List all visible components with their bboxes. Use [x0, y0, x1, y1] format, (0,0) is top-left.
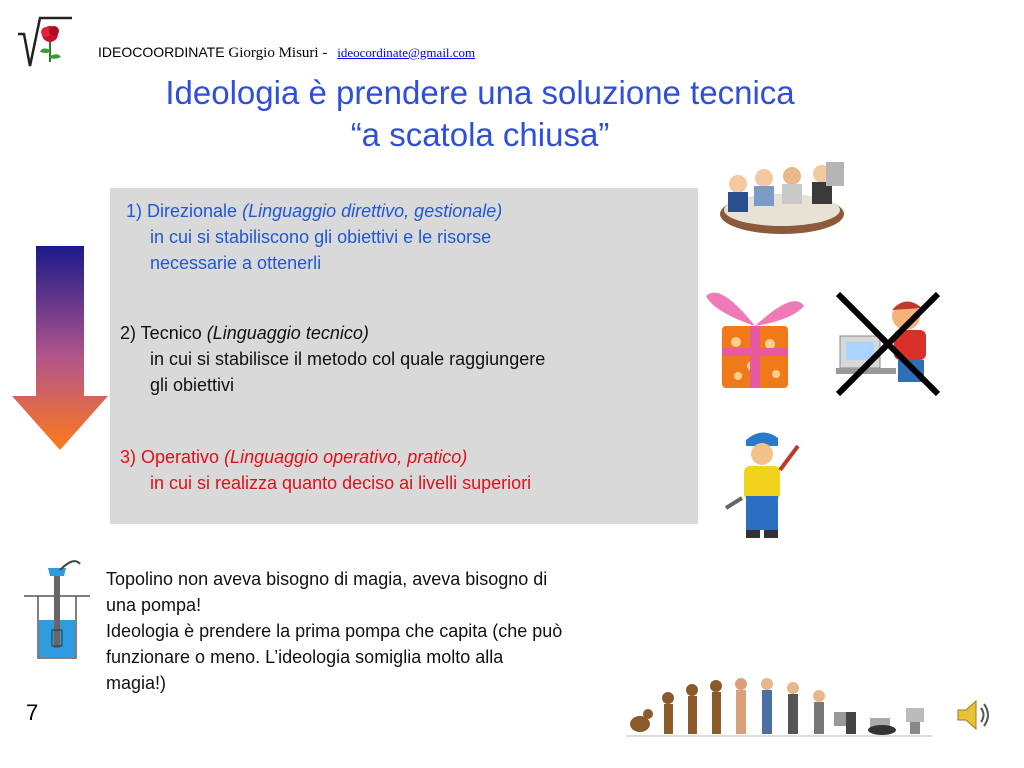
gift-clipart-icon — [700, 282, 812, 400]
note-line-2: una pompa! — [106, 595, 202, 615]
level-2-note: (Linguaggio tecnico) — [206, 323, 369, 343]
header-org: IDEOCOORDINATE — [98, 44, 225, 60]
slide-title — [100, 72, 860, 156]
level-1-label: 1) Direzionale — [126, 201, 238, 221]
level-3 — [120, 444, 531, 496]
levels-box — [110, 188, 698, 524]
handyman-clipart-icon — [716, 426, 808, 542]
pump-icon — [24, 550, 90, 662]
email-link[interactable]: ideocordinate@gmail.com — [337, 45, 476, 60]
speaker-icon[interactable] — [956, 698, 992, 732]
level-1-note: (Linguaggio direttivo, gestionale) — [242, 201, 503, 221]
level-3-note: (Linguaggio operativo, pratico) — [224, 447, 468, 467]
level-3-desc-1: in cui si realizza quanto deciso ai livelli superiori — [150, 473, 532, 493]
header-author: Giorgio Misuri - — [228, 45, 328, 61]
meeting-clipart-icon — [716, 156, 850, 240]
note-line-5: magia!) — [106, 673, 167, 693]
level-2-label: 2) Tecnico — [120, 323, 202, 343]
note-line-3: Ideologia è prendere la prima pompa che capita (che può — [106, 621, 563, 641]
header-line — [98, 44, 475, 62]
rose-logo-icon — [16, 12, 74, 70]
level-2-desc-1: in cui si stabilisce il metodo col quale raggiungere — [150, 349, 546, 369]
evolution-icon — [626, 678, 932, 740]
level-2 — [120, 320, 545, 398]
level-1 — [126, 198, 502, 276]
gradient-arrow-icon — [12, 246, 108, 450]
note-line-4: funzionare o meno. L’ideologia somiglia molto alla — [106, 647, 504, 667]
title-line-2: “a scatola chiusa” — [350, 116, 610, 153]
level-1-desc-1: in cui si stabiliscono gli obiettivi e le risorse — [150, 227, 492, 247]
page-number: 7 — [26, 700, 39, 725]
note-line-1: Topolino non aveva bisogno di magia, aveva bisogno di — [106, 569, 548, 589]
level-1-desc-2: necessarie a ottenerli — [150, 253, 322, 273]
level-2-desc-2: gli obiettivi — [150, 375, 235, 395]
crossed-worker-icon — [832, 290, 944, 398]
title-line-1: Ideologia è prendere una soluzione tecnica — [165, 74, 795, 111]
note-text — [106, 566, 716, 696]
level-3-label: 3) Operativo — [120, 447, 220, 467]
